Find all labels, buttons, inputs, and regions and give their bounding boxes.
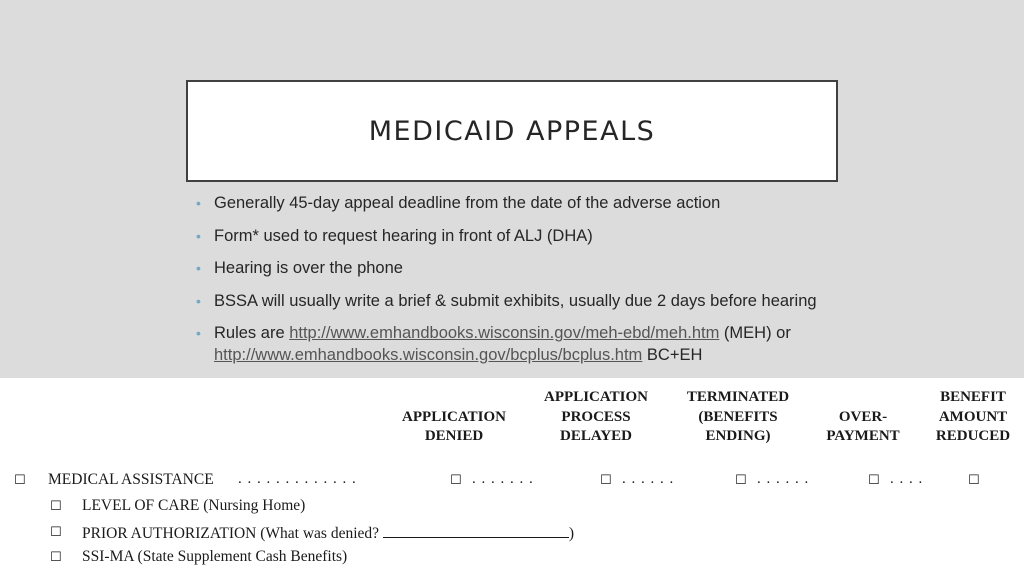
leader-dots: . . . . . . . (472, 471, 534, 487)
rules-suffix: BC+EH (642, 346, 703, 364)
column-header-line: (BENEFITS (698, 408, 778, 425)
column-header-benefit-reduced (926, 388, 1020, 447)
row-label-level-of-care: LEVEL OF CARE (Nursing Home) (82, 497, 306, 514)
row-label-prior-authorization: PRIOR AUTHORIZATION (What was denied? (82, 525, 380, 542)
what-was-denied-field[interactable] (383, 523, 569, 538)
bullet-item (196, 257, 996, 290)
bullet-icon: • (196, 292, 201, 309)
leader-dots: . . . . . . (622, 471, 675, 487)
column-header-line: AMOUNT (938, 408, 1008, 425)
row-label-ssi-ma: SSI-MA (State Supplement Cash Benefits) (82, 548, 348, 565)
column-header-overpayment (818, 388, 908, 447)
column-header-line: APPLICATION (402, 408, 506, 425)
checkbox-overpayment[interactable]: ☐ (868, 473, 880, 488)
bullet-text: Hearing is over the phone (214, 259, 403, 277)
bullet-icon: • (196, 325, 201, 341)
bullet-item (196, 225, 996, 258)
checkbox-medical-assistance[interactable]: ☐ (14, 473, 26, 488)
page-title: MEDICAID APPEALS (368, 115, 656, 147)
leader-dots: . . . . . . (757, 471, 810, 487)
column-header-line: REDUCED (935, 428, 1011, 444)
checkbox-prior-authorization[interactable]: ☐ (50, 525, 62, 540)
checkbox-benefit-reduced[interactable]: ☐ (968, 473, 980, 488)
column-header-process-delayed (534, 388, 658, 447)
column-header-line: PAYMENT (826, 428, 900, 444)
column-header-terminated (676, 388, 800, 447)
appeal-form (0, 378, 1024, 576)
bullet-icon: • (196, 227, 201, 244)
bullet-item-rules (196, 322, 996, 366)
bullet-item (196, 290, 996, 323)
checkbox-ssi-ma[interactable]: ☐ (50, 550, 62, 565)
column-header-line: BENEFIT (940, 389, 1006, 405)
bullet-icon: • (196, 260, 201, 276)
column-header-line: PROCESS (561, 408, 631, 425)
column-header-line: APPLICATION (544, 389, 648, 405)
checkbox-process-delayed[interactable]: ☐ (600, 473, 612, 488)
rules-mid: (MEH) or (719, 324, 791, 342)
bullet-text: Form* used to request hearing in front of ALJ (DHA) (214, 226, 593, 245)
column-header-line: DELAYED (560, 428, 632, 444)
title-box (186, 80, 838, 182)
bullet-list (196, 192, 996, 366)
bullet-text: Generally 45-day appeal deadline from the date of the adverse action (214, 194, 721, 212)
bullet-item (196, 192, 996, 225)
column-header-line: DENIED (424, 428, 484, 444)
leader-dots: . . . . . . . . . . . . . (238, 471, 357, 487)
prior-authorization-close: ) (568, 525, 575, 542)
column-header-line: TERMINATED (686, 389, 790, 405)
rules-prefix: Rules are (214, 324, 290, 342)
row-label-medical-assistance: MEDICAL ASSISTANCE (48, 471, 214, 488)
bullet-icon: • (196, 195, 201, 211)
column-header-line (392, 388, 516, 408)
checkbox-terminated[interactable]: ☐ (735, 473, 747, 488)
column-header-line (818, 388, 908, 408)
leader-dots: . . . . (890, 471, 924, 487)
checkbox-application-denied[interactable]: ☐ (450, 473, 462, 488)
bullet-text: BSSA will usually write a brief & submit exhibits, usually due 2 days before hearing (214, 291, 817, 310)
row-prior-authorization (82, 523, 574, 543)
column-header-line: OVER- (838, 408, 888, 425)
column-header-line: ENDING) (705, 428, 771, 444)
bcplus-link[interactable]: http://www.emhandbooks.wisconsin.gov/bcplus/bcplus.htm (214, 346, 643, 364)
checkbox-level-of-care[interactable]: ☐ (50, 499, 62, 514)
meh-link[interactable]: http://www.emhandbooks.wisconsin.gov/meh-ebd/meh.htm (289, 324, 720, 342)
column-header-application-denied (392, 388, 516, 447)
